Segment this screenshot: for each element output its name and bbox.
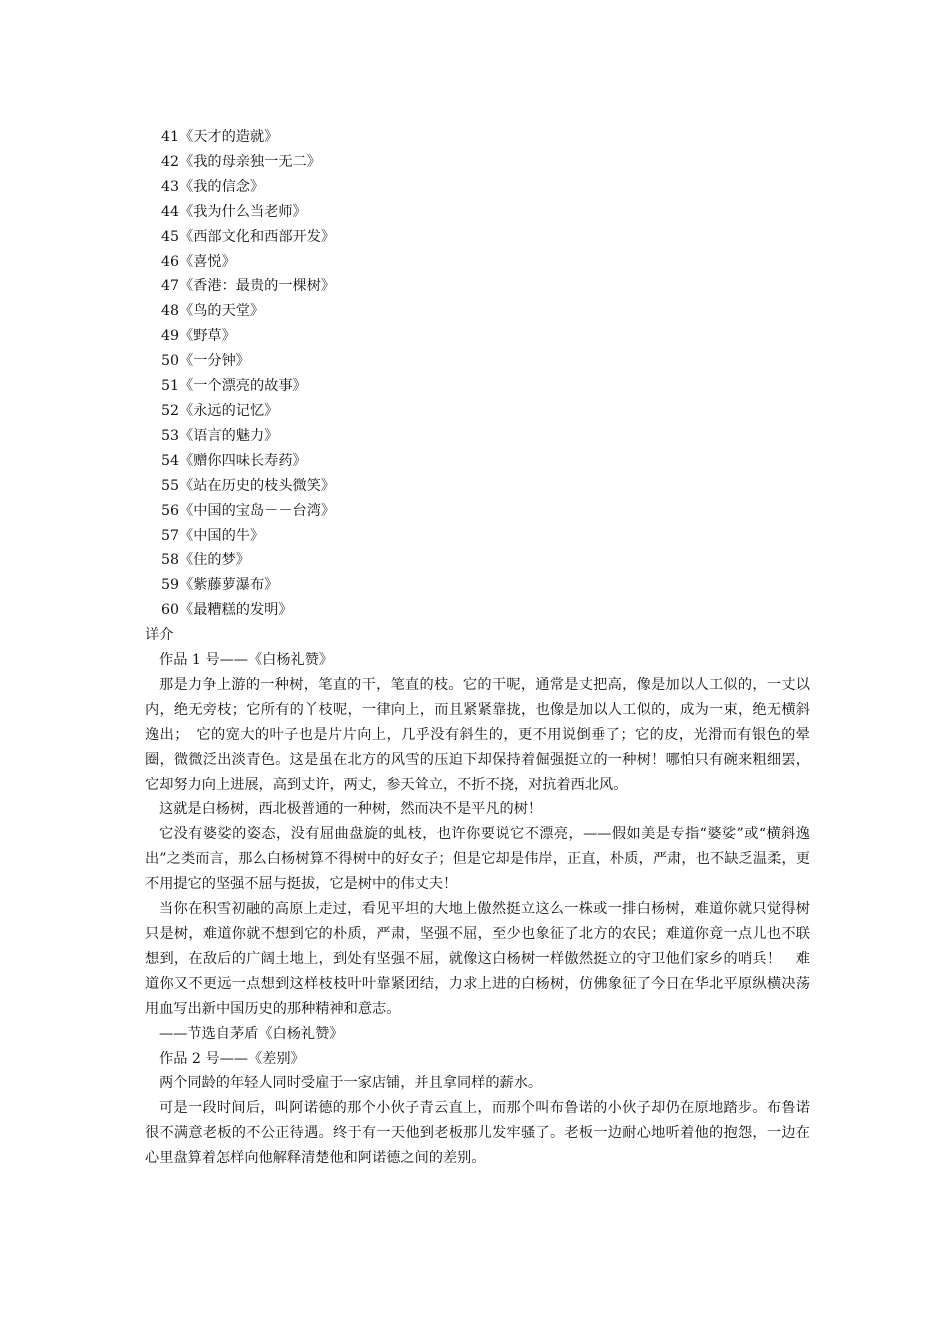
toc-list (145, 125, 810, 623)
work-2 (145, 1047, 810, 1172)
work-1 (145, 648, 810, 1047)
toc-item: 48《鸟的天堂》 (161, 303, 265, 320)
paragraph: 当你在积雪初融的高原上走过，看见平坦的大地上傲然挺立这么一株或一排白杨树，难道你就只觉得树只是树，难道你就不想到它的朴质，严肃，坚强不屈，至少也象征了北方的农民；难道你竟一点儿也不联想到，在敌后的广阔土地上，到处有坚强不屈，就像这白杨树一样傲然挺立的守卫他们家乡的哨兵！ 难道你又不更远一点想到这样枝枝叶叶靠紧团结，力求上进的白杨树，仿佛象征了今日在华北平原纵横决荡用血写出新中国历史的那种精神和意志。 (145, 901, 810, 1017)
section-label: 详介 (145, 627, 174, 644)
toc-item: 59《紫藤萝瀑布》 (161, 577, 279, 594)
work-title: 作品 2 号——《差别》 (159, 1050, 305, 1067)
toc-item: 45《西部文化和西部开发》 (161, 228, 336, 245)
paragraph: 那是力争上游的一种树，笔直的干，笔直的枝。它的干呢，通常是丈把高，像是加以人工似的，一丈以内，绝无旁枝；它所有的丫枝呢，一律向上，而且紧紧靠拢，也像是加以人工似的，成为一束，绝无横斜逸出； 它的宽大的叶子也是片片向上，几乎没有斜生的，更不用说倒垂了；它的皮，光滑而有银色的晕圈，微微泛出淡青色。这是虽在北方的风雪的压迫下却保持着倔强挺立的一种树！哪怕只有碗来粗细罢，它却努力向上进展，高到丈许，两丈，参天耸立，不折不挠，对抗着西北风。 (145, 676, 810, 793)
toc-item: 57《中国的牛》 (161, 527, 265, 544)
toc-item: 53《语言的魅力》 (161, 427, 279, 444)
document-page (145, 125, 810, 1171)
toc-item: 58《住的梦》 (161, 552, 250, 569)
paragraph: 这就是白杨树，西北极普通的一种树，然而决不是平凡的树！ (159, 801, 543, 818)
toc-item: 51《一个漂亮的故事》 (161, 378, 307, 395)
paragraph: 可是一段时间后，叫阿诺德的那个小伙子青云直上，而那个叫布鲁诺的小伙子却仍在原地踏步。布鲁诺很不满意老板的不公正待遇。终于有一天他到老板那儿发牢骚了。老板一边耐心地听着他的抱怨，一边在心里盘算着怎样向他解释清楚他和阿诺德之间的差别。 (145, 1100, 810, 1167)
toc-item: 47《香港：最贵的一棵树》 (161, 278, 336, 295)
toc-item: 43《我的信念》 (161, 178, 265, 195)
paragraph: 两个同龄的年轻人同时受雇于一家店铺，并且拿同样的薪水。 (159, 1075, 543, 1092)
toc-item: 44《我为什么当老师》 (161, 203, 307, 220)
toc-item: 46《喜悦》 (161, 253, 236, 270)
toc-item: 55《站在历史的枝头微笑》 (161, 477, 336, 494)
toc-item: 52《永远的记忆》 (161, 402, 279, 419)
toc-item: 56《中国的宝岛－－台湾》 (161, 502, 336, 519)
toc-item: 42《我的母亲独一无二》 (161, 153, 321, 170)
toc-item: 50《一分钟》 (161, 353, 250, 370)
paragraph: 它没有婆娑的姿态，没有屈曲盘旋的虬枝，也许你要说它不漂亮，——假如美是专指“婆娑”或“横斜逸出”之类而言，那么白杨树算不得树中的好女子；但是它却是伟岸，正直，朴质，严肃，也不缺乏温柔，更不用提它的坚强不屈与挺拔，它是树中的伟丈夫！ (145, 826, 810, 893)
toc-item: 41《天才的造就》 (161, 129, 279, 145)
source-citation: ——节选自茅盾《白杨礼赞》 (159, 1025, 344, 1042)
toc-item: 60《最糟糕的发明》 (161, 602, 293, 619)
toc-item: 54《赠你四味长寿药》 (161, 452, 307, 469)
work-title: 作品 1 号——《白杨礼赞》 (159, 652, 334, 669)
toc-item: 49《野草》 (161, 328, 236, 345)
